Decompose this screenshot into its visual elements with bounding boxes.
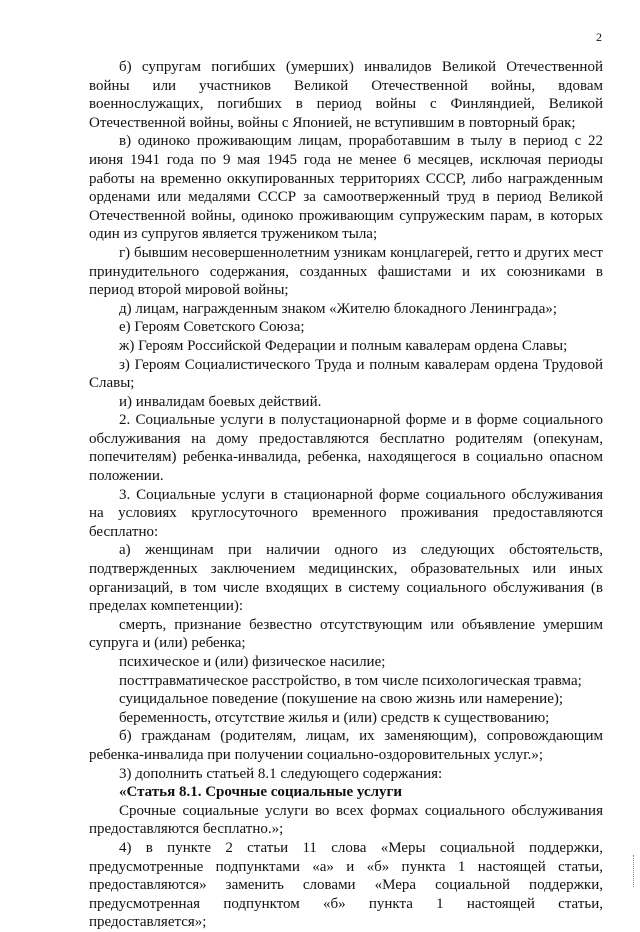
paragraph-item-v-home-front: в) одиноко проживающим лицам, проработавшим в тылу в период с 22 июня 1941 года по 9 мая 1945 года не менее 6 месяцев, исключая периоды работы на временно оккупированных территориях СССР, либо награжденным орденами или медалями СССР за самоотверженный труд в период Великой Отечественной войны, одиноко проживающим супружеским парам, в которых один из супругов является тружеником тыла; — [89, 133, 603, 243]
paragraph-death: смерть, признание безвестно отсутствующим или объявление умершим супруга и (или) ребенка; — [89, 616, 603, 652]
paragraph-clause-2: 2. Социальные услуги в полустационарной форме и в форме социального обслуживания на дому предоставляются бесплатно родителям (опекунам, попечителям) ребенка-инвалида, ребенка, находящегося в социально опасном положении. — [89, 412, 603, 485]
scan-edge-mark — [633, 855, 636, 887]
article-heading: «Статья 8.1. Срочные социальные услуги — [119, 784, 402, 801]
paragraph-amend-3: 3) дополнить статьей 8.1 следующего содержания: — [119, 765, 443, 782]
page-number: 2 — [596, 30, 602, 44]
paragraph-item-b-companions: б) гражданам (родителям, лицам, их заменяющим), сопровождающим ребенка-инвалида при получении социально-оздоровительных услуг.»; — [89, 728, 603, 763]
paragraph-item-d-leningrad: д) лицам, награжденным знаком «Жителю блокадного Ленинграда»; — [119, 300, 558, 317]
paragraph-item-a-women: а) женщинам при наличии одного из следующих обстоятельств, подтвержденных заключением медицинских, образовательных или иных организаций, в том числе входящих в систему социального обслуживания (в пределах компетенции): — [89, 542, 603, 615]
paragraph-amend-4: 4) в пункте 2 статьи 11 слова «Меры социальной поддержки, предусмотренные подпунктами «а» и «б» пункта 1 настоящей статьи, предоставляются» заменить словами «Мера социальной поддержки, предусмотренная подпунктом «б» пункта 1 настоящей статьи, предоставляется»; — [89, 839, 603, 931]
paragraph-clause-3: 3. Социальные услуги в стационарной форме социального обслуживания на условиях круглосуточного временного проживания предоставляются бесплатно: — [89, 486, 603, 540]
paragraph-violence: психическое и (или) физическое насилие; — [119, 654, 386, 670]
paragraph-pregnancy: беременность, отсутствие жилья и (или) средств к существованию; — [119, 709, 550, 726]
document-body — [89, 58, 603, 932]
paragraph-item-zh-heroes-rf: ж) Героям Российской Федерации и полным кавалерам ордена Славы; — [119, 337, 568, 354]
paragraph-item-z-heroes-labour: з) Героям Социалистического Труда и полным кавалерам ордена Трудовой Славы; — [89, 356, 603, 392]
paragraph-urgent-services: Срочные социальные услуги во всех формах социального обслуживания предоставляются бесплатно.»; — [89, 802, 603, 838]
paragraph-item-e-heroes-ussr: е) Героям Советского Союза; — [119, 319, 305, 336]
paragraph-ptsd: посттравматическое расстройство, в том числе психологическая травма; — [119, 672, 582, 689]
paragraph-item-b-spouses: б) супругам погибших (умерших) инвалидов Великой Отечественной войны или участников Великой Отечественной войны, вдовам военнослужащих, погибших в период войны с Финляндией, Великой Отечественной войны, войны с Японией, не вступившим в повторный брак; — [89, 59, 603, 131]
paragraph-item-i-combat-invalids: и) инвалидам боевых действий. — [119, 393, 322, 410]
paragraph-suicidal: суицидальное поведение (покушение на свою жизнь или намерение); — [119, 691, 564, 708]
paragraph-item-g-prisoners: г) бывшим несовершеннолетним узникам концлагерей, гетто и других мест принудительного содержания, созданных фашистами и их союзниками в период второй мировой войны; — [89, 244, 603, 299]
